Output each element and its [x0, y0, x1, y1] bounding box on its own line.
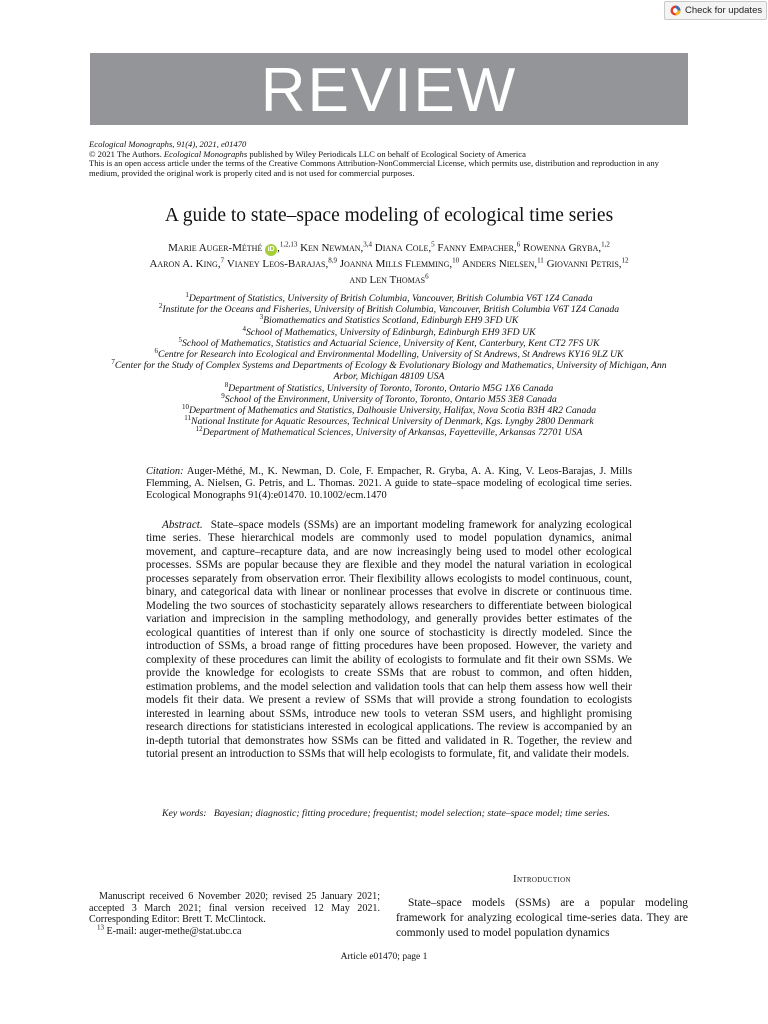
- crossmark-icon: [670, 5, 681, 16]
- page-footer: Article e01470; page 1: [340, 952, 428, 962]
- affiliation: $^6$Centre for Research into Ecological and Environmental Modelling, University of St Andrews, St Andrews KY16 9LZ UK: [154, 346, 624, 361]
- manuscript-note: [89, 891, 380, 938]
- keywords-label: Key words:: [162, 808, 207, 819]
- corresponding-email: $^{13}$ E-mail: auger-methe@stat.ubc.ca: [97, 923, 242, 938]
- author-name: Vianey Leos-Barajas,$^{8,9}$: [226, 256, 337, 270]
- orcid-icon[interactable]: iD: [265, 244, 277, 256]
- abstract-label: Abstract.: [162, 519, 203, 531]
- affiliation: $^5$School of Mathematics, Statistics and Actuarial Science, University of Kent, Canterbury, Kent CT2 7FS UK: [178, 335, 600, 349]
- author-name: Aaron A. King,$^7$: [149, 256, 225, 270]
- citation-text: Auger-Méthé, M., K. Newman, D. Cole, F. Empacher, R. Gryba, A. A. King, V. Leos-Barajas, J. Mills Flemming, A. Nielsen, G. Petris, and L. Thomas. 2021. A guide to state–space modeling of ecological time series. Ecological Monographs 91(4):e01470. 10.1002/ecm.1470: [146, 466, 632, 502]
- author-name: Fanny Empacher,$^6$: [437, 240, 521, 254]
- author-name: Marie Auger-Méthé iD ,$^{1,2,13}$: [168, 240, 298, 254]
- check-for-updates-label: Check for updates: [685, 5, 763, 16]
- keywords-text: Bayesian; diagnostic; fitting procedure; frequentist; model selection; state–space model; time series.: [213, 808, 610, 819]
- affiliation: $^{11}$National Institute for Aquatic Resources, Technical University of Denmark, Kgs. Lyngby 2800 Denmark: [184, 414, 594, 428]
- author-name: Joanna Mills Flemming,$^{10}$: [339, 256, 460, 270]
- author-list: [90, 240, 688, 288]
- manuscript-dates: Manuscript received 6 November 2020; revised 25 January 2021; accepted 3 March 2021; final version received 12 May 2021. Corresponding Editor: Brett T. McClintock.: [89, 891, 380, 926]
- introduction-heading: Introduction: [513, 874, 571, 885]
- author-name: Rowenna Gryba,$^{1,2}$: [522, 240, 610, 254]
- license-text: This is an open access article under the terms of the Creative Commons Attribution-NonCommercial License, which permits use, distribution and reproduction in any medium, provided the original work is properly cited and is not used for commercial purposes.: [89, 158, 659, 178]
- affiliation-list: [100, 290, 678, 439]
- affiliation: $^{12}$Department of Mathematical Sciences, University of Arkansas, Fayetteville, Arkansas 72701 USA: [195, 425, 583, 439]
- journal-info: [89, 140, 689, 178]
- author-name: and Len Thomas$^6$: [349, 272, 429, 286]
- introduction-text: State–space models (SSMs) are a popular modeling framework for analyzing ecological time-series data. They are commonly used to model population dynamics: [396, 897, 688, 939]
- affiliation: $^7$Center for the Study of Complex Systems and Departments of Ecology & Evolutionary Biology and Mathematics, University of Michigan, Ann Arbor, Michigan 48109 USA: [111, 357, 667, 383]
- keywords: [146, 808, 632, 820]
- author-name: Diana Cole,$^5$: [374, 240, 435, 254]
- journal-line: Ecological Monographs, 91(4), 2021, e01470: [89, 139, 247, 149]
- affiliation: $^2$Institute for the Oceans and Fisheries, University of British Columbia, Vancouver, British Columbia V6T 1Z4 Canada: [158, 301, 620, 316]
- copyright-line: © 2021 The Authors. Ecological Monographs published by Wiley Periodicals LLC on behalf of Ecological Society of America: [89, 148, 526, 159]
- author-name: Giovanni Petris,$^{12}$: [546, 256, 629, 270]
- affiliation: $^1$Department of Statistics, University of British Columbia, Vancouver, British Columbia V6T 1Z4 Canada: [185, 290, 593, 304]
- author-name: Ken Newman,$^{3,4}$: [300, 240, 373, 254]
- review-banner: REVIEW: [90, 53, 688, 125]
- affiliation: $^{10}$Department of Mathematics and Statistics, Dalhousie University, Halifax, Nova Scotia B3H 4R2 Canada: [181, 402, 597, 417]
- check-for-updates-button[interactable]: [664, 1, 767, 20]
- abstract-text: State–space models (SSMs) are an important modeling framework for analyzing ecological time series. These hierarchical models are commonly used to model population dynamics, animal movement, and capture–recapture data, and are now increasingly being used to model other ecological processes. SSMs are popular because they are flexible and they model the natural variation in ecological processes separately from observation error. Their flexibility allows ecologists to model continuous, count, binary, and categorical data with linear or nonlinear processes that evolve in discrete or continuous time. Modeling the two sources of stochasticity separately allows researchers to differentiate between biological variation and imprecision in the sampling methodology, and generally provides better estimates of the ecological quantities of interest than if only one source of stochasticity is directly modeled. Since the introduction of SSMs, a broad range of fitting procedures have been proposed. However, the variety and complexity of these procedures can limit the ability of ecologists to formulate and fit their own SSMs. We provide the knowledge for ecologists to create SSMs that are robust to common, and often hidden, estimation problems, and the model selection and validation tools that can help them assess how well their models fit their data. We present a review of SSMs that will provide a strong foundation to ecologists interested in learning about SSMs, introduce new tools to veteran SSM users, and highlight promising research directions for statisticians interested in ecological applications. The review is accompanied by an in-depth tutorial that demonstrates how SSMs can be fitted and validated in R. Together, the review and tutorial present an introduction to SSMs that will help ecologists to formulate, fit, and validate their models.: [146, 519, 633, 761]
- affiliation: $^8$Department of Statistics, University of Toronto, Toronto, Ontario M5G 1X6 Canada: [224, 380, 554, 394]
- author-name: Anders Nielsen,$^{11}$: [461, 256, 544, 270]
- abstract: [146, 519, 632, 762]
- citation: [146, 466, 632, 503]
- affiliation: $^9$School of the Environment, University of Toronto, Toronto, Ontario M5S 3E8 Canada: [221, 391, 557, 405]
- affiliation: $^3$Biomathematics and Statistics Scotland, Edinburgh EH9 3FD UK: [259, 313, 519, 327]
- citation-label: Citation:: [146, 466, 184, 477]
- article-title: A guide to state–space modeling of ecological time series: [164, 205, 614, 226]
- affiliation: $^4$School of Mathematics, University of Edinburgh, Edinburgh EH9 3FD UK: [242, 324, 536, 338]
